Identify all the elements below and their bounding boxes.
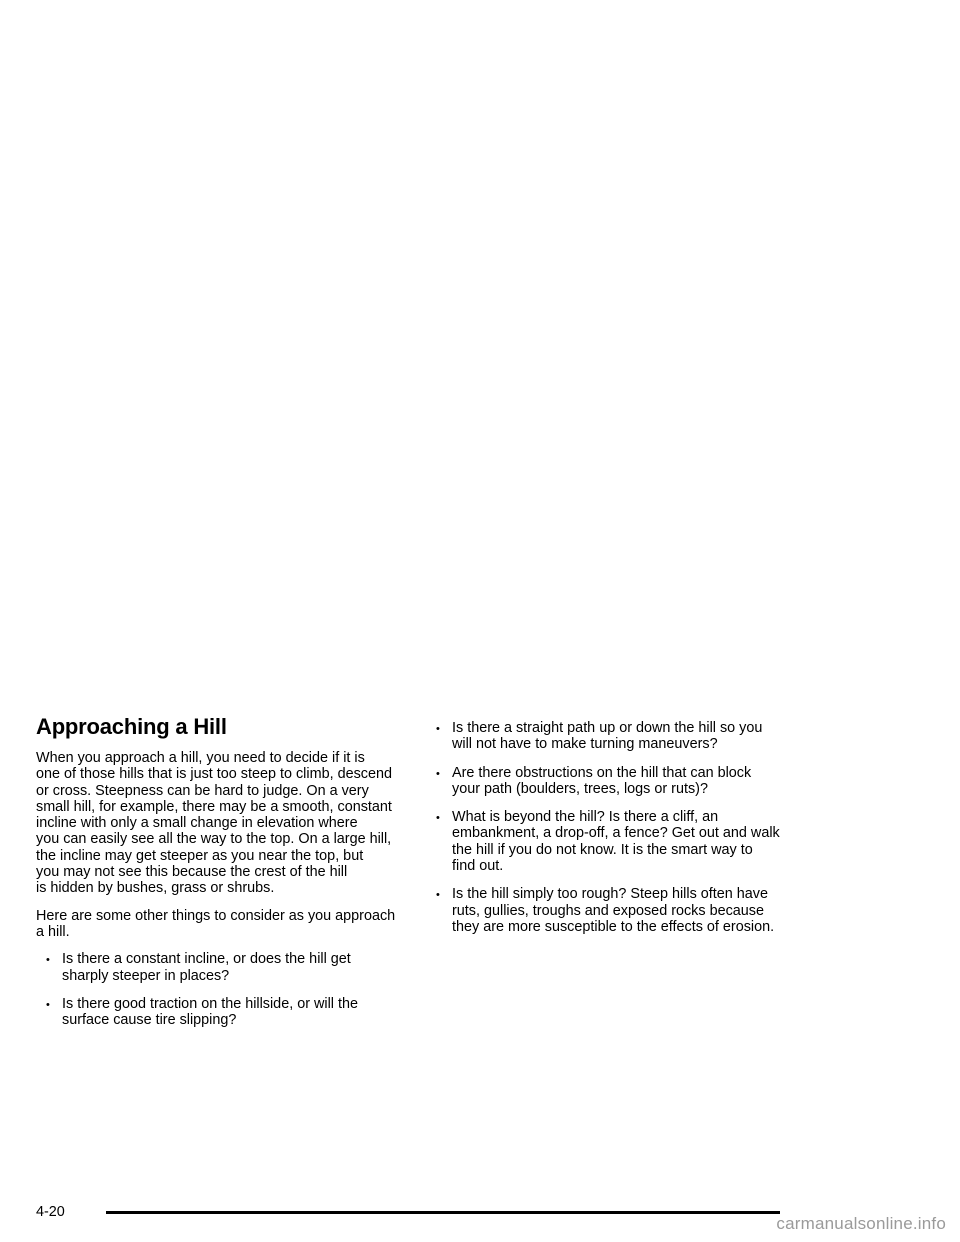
consider-paragraph: Here are some other things to consider as you approach a hill.	[36, 907, 396, 940]
page-number: 4-20	[36, 1204, 65, 1220]
bullet-icon: •	[46, 998, 50, 1011]
section-title: Approaching a Hill	[36, 714, 227, 739]
list-item-text: Is there a straight path up or down the hill so you will not have to make turning maneuvers?	[452, 720, 763, 753]
list-item	[436, 720, 798, 753]
list-item-text: Is there a constant incline, or does the hill get sharply steeper in places?	[62, 951, 351, 984]
right-bullet-list	[436, 720, 798, 935]
bullet-icon: •	[436, 767, 440, 780]
watermark-text: carmanualsonline.info	[776, 1214, 946, 1233]
list-item	[436, 765, 798, 798]
list-item	[46, 951, 398, 984]
bullet-icon: •	[436, 889, 440, 902]
footer-rule	[106, 1211, 780, 1214]
list-item-text: What is beyond the hill? Is there a cliff, an embankment, a drop-off, a fence? Get out and walk the hill if you do not know. It is the smart way to find out.	[452, 809, 780, 875]
list-item-text: Are there obstructions on the hill that can block your path (boulders, trees, logs or ruts)?	[452, 764, 752, 797]
list-item	[436, 809, 798, 874]
bullet-icon: •	[436, 723, 440, 735]
bullet-icon: •	[436, 812, 440, 825]
list-item-text: Is the hill simply too rough? Steep hills often have ruts, gullies, troughs and exposed rocks because they are more susceptible to the effects of erosion.	[452, 886, 775, 935]
right-column	[436, 720, 798, 947]
intro-paragraph: When you approach a hill, you need to decide if it is one of those hills that is just too steep to climb, descend or cross. Steepness can be hard to judge. On a very small hill, for example, there may be a smooth, constant incline with only a small change in elevation where you can easily see all the way to the top. On a large hill, the incline may get steeper as you near the top, but you may not see this because the crest of the hill is hidden by bushes, grass or shrubs.	[36, 750, 392, 897]
list-item	[436, 886, 798, 935]
bullet-icon: •	[46, 954, 50, 967]
list-item-text: Is there good traction on the hillside, or will the surface cause tire slipping?	[62, 995, 358, 1029]
left-bullet-list	[46, 951, 398, 1028]
list-item	[46, 996, 398, 1029]
left-column	[36, 714, 398, 1040]
